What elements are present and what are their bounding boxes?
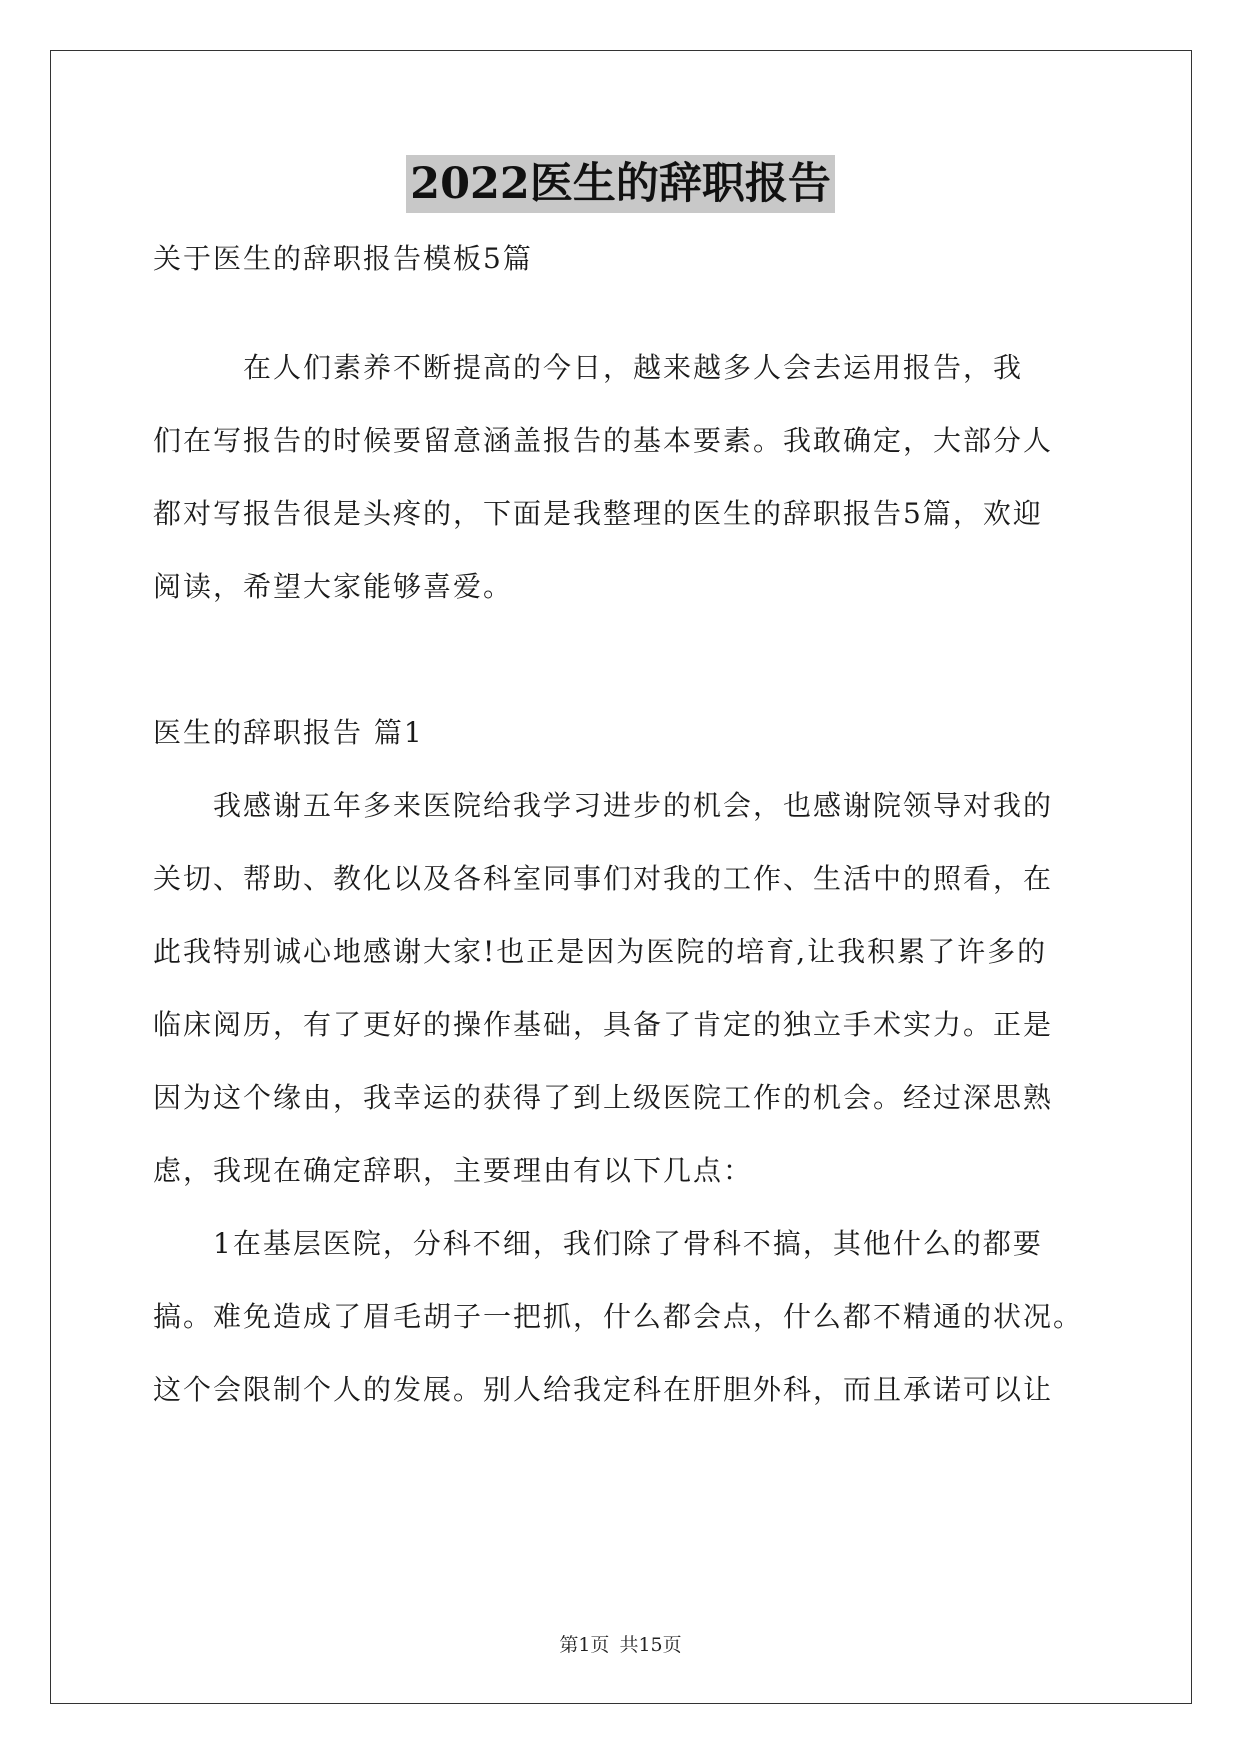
body-line-1: 我感谢五年多来医院给我学习进步的机会，也感谢院领导对我的 (153, 789, 1054, 822)
section-heading: 医生的辞职报告 篇1 (153, 716, 424, 749)
body-line-9: 这个会限制个人的发展。别人给我定科在肝胆外科，而且承诺可以让 (153, 1373, 1054, 1406)
body-line-3: 此我特别诚心地感谢大家!也正是因为医院的培育,让我积累了许多的 (153, 935, 1048, 968)
title-wrapper (0, 155, 1241, 213)
page-number: 第1页 (559, 1634, 610, 1656)
body-line-5: 因为这个缘由，我幸运的获得了到上级医院工作的机会。经过深思熟 (153, 1081, 1054, 1114)
page-footer (0, 1633, 1241, 1657)
subtitle-line: 关于医生的辞职报告模板5篇 (153, 242, 533, 275)
intro-line-3: 都对写报告很是头疼的，下面是我整理的医生的辞职报告5篇，欢迎 (153, 497, 1043, 530)
intro-line-1: 在人们素养不断提高的今日，越来越多人会去运用报告，我 (153, 351, 1024, 384)
body-line-4: 临床阅历，有了更好的操作基础，具备了肯定的独立手术实力。正是 (153, 1008, 1054, 1041)
intro-line-4: 阅读，希望大家能够喜爱。 (153, 570, 514, 603)
body-line-6: 虑，我现在确定辞职，主要理由有以下几点： (153, 1154, 754, 1187)
body-line-7: 1在基层医院，分科不细，我们除了骨科不搞，其他什么的都要 (153, 1227, 1043, 1260)
page-total: 共15页 (619, 1634, 682, 1656)
document-title: 2022医生的辞职报告 (406, 155, 835, 213)
body-line-2: 关切、帮助、教化以及各科室同事们对我的工作、生活中的照看，在 (153, 862, 1054, 895)
intro-line-2: 们在写报告的时候要留意涵盖报告的基本要素。我敢确定，大部分人 (153, 424, 1054, 457)
body-line-8: 搞。难免造成了眉毛胡子一把抓，什么都会点，什么都不精通的状况。 (153, 1300, 1084, 1333)
